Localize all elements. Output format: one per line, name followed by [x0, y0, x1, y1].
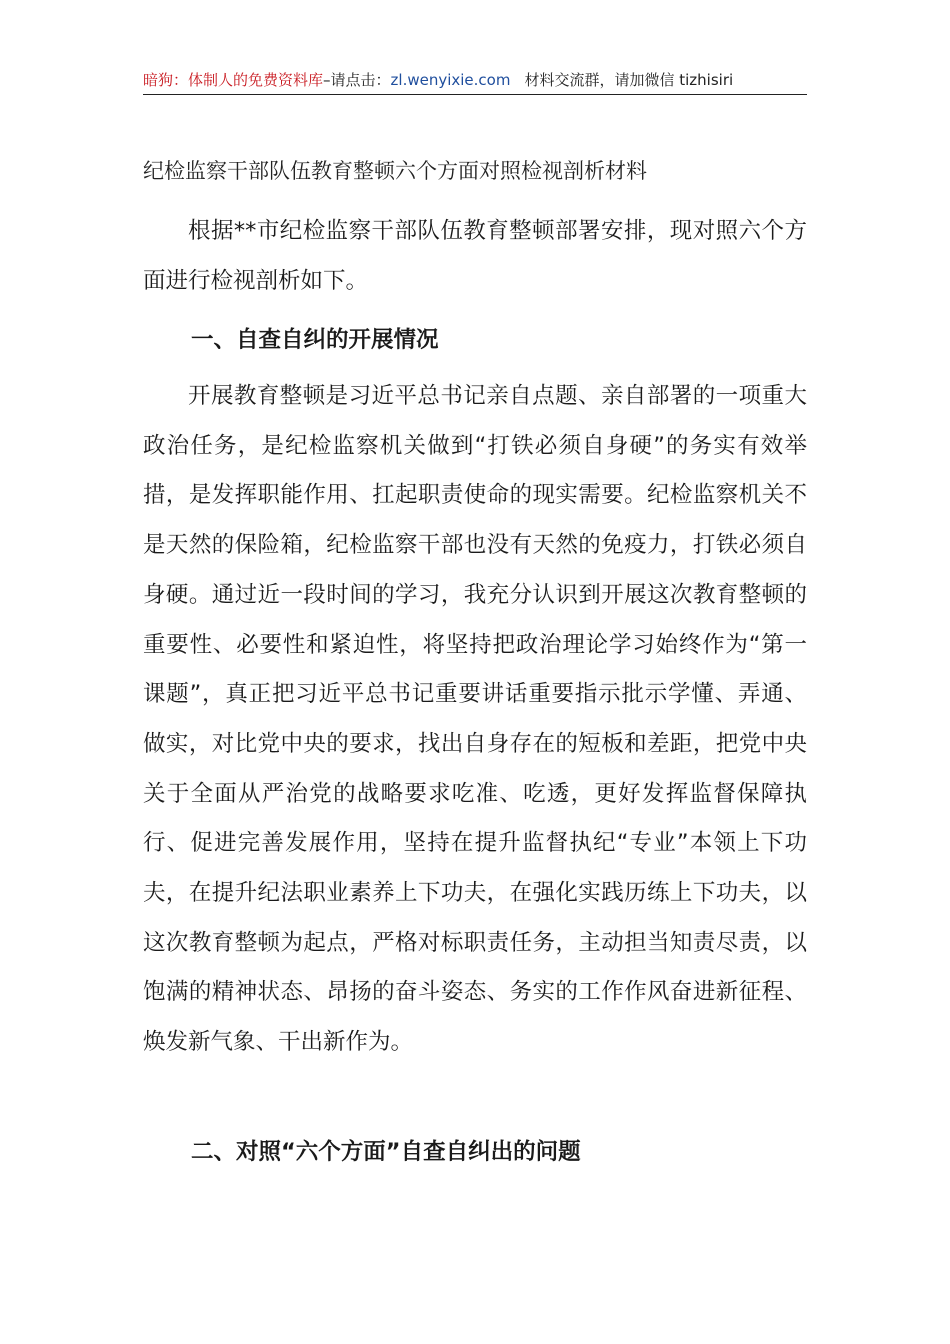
header-wechat-note: 材料交流群，请加微信 tizhisiri — [524, 71, 734, 89]
document-title: 纪检监察干部队伍教育整顿六个方面对照检视剖析材料 — [143, 159, 647, 183]
page-header — [143, 68, 807, 92]
header-divider — [143, 94, 807, 95]
section-heading-1: 一、自查自纠的开展情况 — [191, 327, 439, 353]
intro-paragraph: 根据**市纪检监察干部队伍教育整顿部署安排，现对照六个方面进行检视剖析如下。 — [143, 218, 807, 294]
header-url-link[interactable]: zl.wenyixie.com — [390, 71, 511, 89]
header-brand: 暗狗：体制人的免费资料库 — [143, 71, 324, 89]
section-1-body: 开展教育整顿是习近平总书记亲自点题、亲自部署的一项重大政治任务，是纪检监察机关做到“打铁必须自身硬”的务实有效举措，是发挥职能作用、扛起职责使命的现实需要。纪检监察机关不是天然的保险箱，纪检监察干部也没有天然的免疫力，打铁必须自身硬。通过近一段时间的学习，我充分认识到开展这次教育整顿的重要性、必要性和紧迫性，将坚持把政治理论学习始终作为“第一课题”，真正把习近平总书记重要讲话重要指示批示学懂、弄通、做实，对比党中央的要求，找出自身存在的短板和差距，把党中央关于全面从严治党的战略要求吃准、吃透，更好发挥监督保障执行、促进完善发展作用，坚持在提升监督执纪“专业”本领上下功夫，在提升纪法职业素养上下功夫，在强化实践历练上下功夫，以这次教育整顿为起点，严格对标职责任务，主动担当知责尽责，以饱满的精神状态、昂扬的奋斗姿态、务实的工作作风奋进新征程、焕发新气象、干出新作为。 — [143, 383, 807, 1056]
header-click-prompt: –请点击： — [323, 71, 391, 89]
section-heading-2: 二、对照“六个方面”自查自纠出的问题 — [191, 1139, 581, 1165]
